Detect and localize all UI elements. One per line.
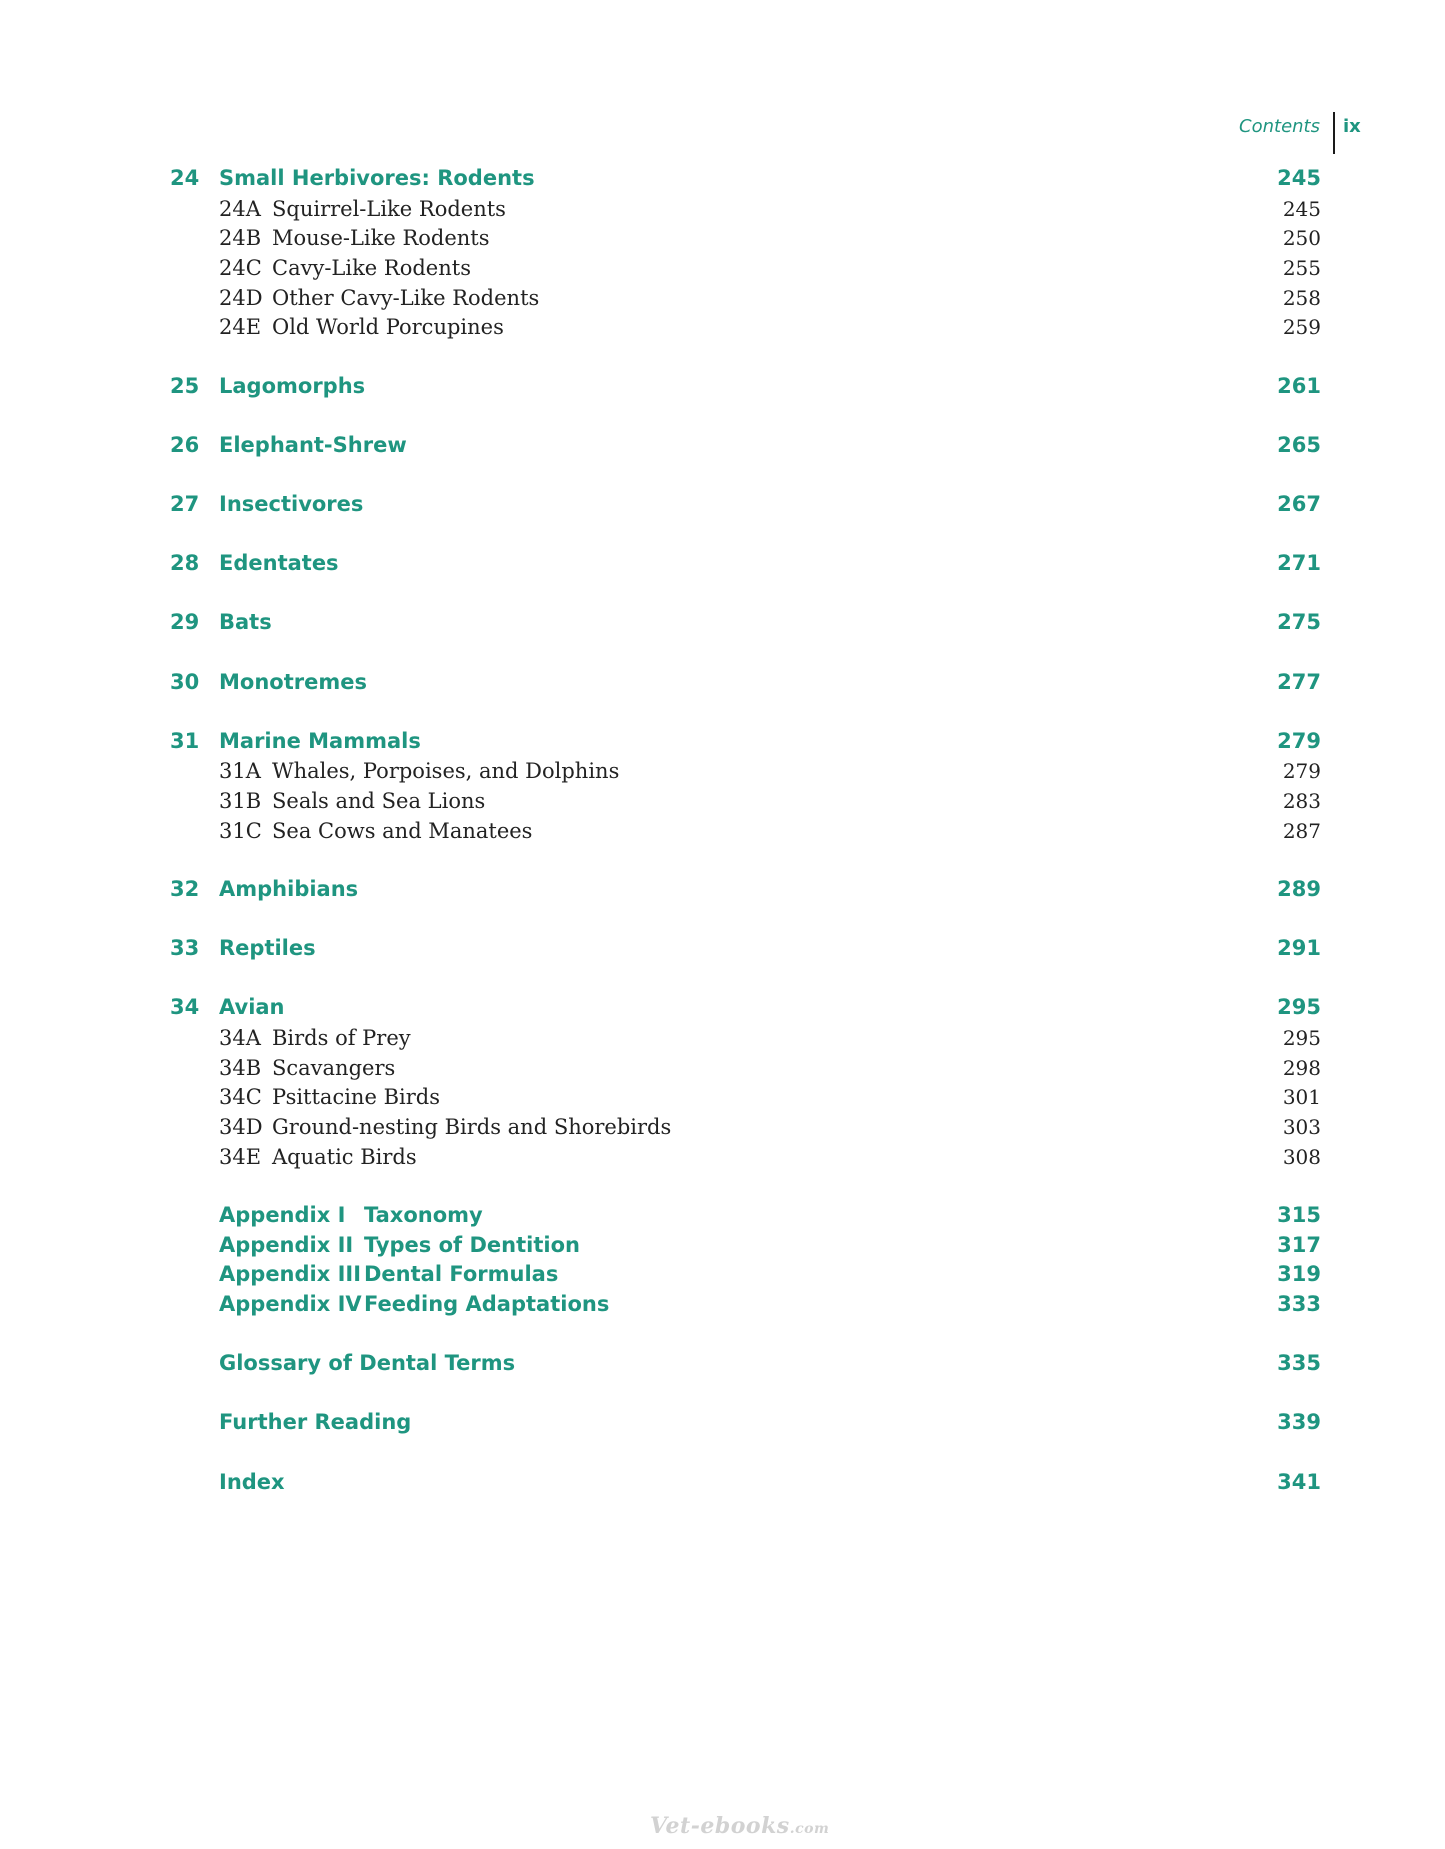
header-divider: [1333, 112, 1335, 154]
chapter-group: [0, 729, 1445, 848]
subsection-number: 31C: [219, 818, 262, 843]
appendix-entry[interactable]: [0, 1233, 1445, 1263]
subsection-page: 255: [1282, 256, 1321, 281]
subsection-page: 283: [1282, 789, 1321, 814]
subsection-number: 24C: [219, 256, 262, 281]
appendix-page: 317: [1277, 1232, 1321, 1257]
appendix-page: 333: [1277, 1292, 1321, 1317]
chapter-entry[interactable]: [0, 492, 1445, 522]
subsection-page: 298: [1282, 1055, 1321, 1080]
chapter-entry[interactable]: [0, 433, 1445, 463]
subsection-number: 24B: [219, 226, 262, 251]
back-matter-page: 339: [1277, 1410, 1321, 1435]
chapter-number: 29: [170, 610, 200, 635]
subsection-page: 301: [1282, 1085, 1321, 1110]
subsection-title: Sea Cows and Manatees: [272, 818, 533, 843]
chapter-page: 277: [1277, 669, 1321, 694]
subsection-entry[interactable]: [0, 788, 1445, 818]
subsection-title: Seals and Sea Lions: [272, 789, 486, 814]
chapter-number: 34: [170, 995, 200, 1020]
chapter-entry[interactable]: [0, 936, 1445, 966]
subsection-title: Old World Porcupines: [272, 315, 504, 340]
chapter-entry[interactable]: [0, 166, 1445, 196]
chapter-entry[interactable]: [0, 877, 1445, 907]
chapter-group: [0, 492, 1445, 522]
appendix-entry[interactable]: [0, 1203, 1445, 1233]
back-matter-title: Index: [219, 1469, 285, 1494]
chapter-title: Bats: [219, 610, 272, 635]
appendix-label: Appendix II: [219, 1232, 354, 1257]
chapter-entry[interactable]: [0, 995, 1445, 1025]
subsection-entry[interactable]: [0, 314, 1445, 344]
subsection-page: 245: [1282, 196, 1321, 221]
chapter-group: [0, 610, 1445, 640]
chapter-entry[interactable]: [0, 670, 1445, 700]
subsection-number: 34E: [219, 1144, 262, 1169]
subsection-entry[interactable]: [0, 285, 1445, 315]
chapter-group: [0, 995, 1445, 1173]
chapter-entry[interactable]: [0, 610, 1445, 640]
subsection-title: Cavy-Like Rodents: [272, 256, 471, 281]
chapter-page: 279: [1277, 728, 1321, 753]
subsection-page: 259: [1282, 315, 1321, 340]
chapter-number: 31: [170, 728, 200, 753]
subsection-entry[interactable]: [0, 1084, 1445, 1114]
chapter-page: 267: [1277, 492, 1321, 516]
chapter-group: [0, 551, 1445, 581]
subsection-entry[interactable]: [0, 1114, 1445, 1144]
chapter-group: [0, 374, 1445, 404]
chapter-title: Small Herbivores: Rodents: [219, 166, 535, 190]
subsection-number: 34B: [219, 1055, 262, 1080]
subsection-number: 24D: [219, 285, 263, 310]
subsection-title: Aquatic Birds: [272, 1144, 417, 1169]
back-matter-entry[interactable]: [0, 1351, 1445, 1381]
table-of-contents: [0, 166, 1445, 1529]
chapter-number: 30: [170, 669, 200, 694]
subsection-title: Squirrel-Like Rodents: [272, 196, 506, 221]
subsection-page: 308: [1282, 1144, 1321, 1169]
chapter-title: Marine Mammals: [219, 728, 421, 753]
chapter-group: [0, 670, 1445, 700]
chapter-title: Avian: [219, 995, 285, 1020]
subsection-number: 24A: [219, 196, 261, 221]
chapter-page: 265: [1277, 432, 1321, 457]
back-matter-entry[interactable]: [0, 1470, 1445, 1500]
subsection-title: Psittacine Birds: [272, 1085, 440, 1110]
appendix-title: Taxonomy: [364, 1203, 483, 1227]
chapter-entry[interactable]: [0, 551, 1445, 581]
watermark-logo: [650, 1813, 829, 1839]
subsection-page: 303: [1282, 1115, 1321, 1140]
back-matter-entry[interactable]: [0, 1410, 1445, 1440]
chapter-entry[interactable]: [0, 374, 1445, 404]
chapter-group: [0, 433, 1445, 463]
subsection-number: 24E: [219, 315, 262, 340]
subsection-title: Whales, Porpoises, and Dolphins: [272, 759, 620, 784]
chapter-number: 32: [170, 877, 200, 901]
subsection-number: 31B: [219, 789, 262, 814]
subsection-entry[interactable]: [0, 1025, 1445, 1055]
watermark-suffix: .com: [789, 1821, 830, 1837]
chapter-entry[interactable]: [0, 729, 1445, 759]
chapter-page: 261: [1277, 373, 1321, 398]
page-number: ix: [1343, 116, 1361, 137]
appendix-title: Feeding Adaptations: [364, 1292, 610, 1317]
chapter-title: Edentates: [219, 551, 339, 576]
chapter-title: Insectivores: [219, 492, 364, 516]
chapter-page: 295: [1277, 995, 1321, 1020]
subsection-entry[interactable]: [0, 758, 1445, 788]
subsection-page: 279: [1282, 759, 1321, 784]
appendix-page: 319: [1277, 1262, 1321, 1287]
subsection-page: 287: [1282, 818, 1321, 843]
chapter-group: [0, 936, 1445, 966]
appendix-group: [0, 1203, 1445, 1322]
subsection-entry[interactable]: [0, 225, 1445, 255]
back-matter-page: 335: [1277, 1351, 1321, 1376]
appendix-label: Appendix IV: [219, 1292, 362, 1317]
subsection-number: 34A: [219, 1026, 261, 1051]
chapter-page: 275: [1277, 610, 1321, 635]
chapter-title: Lagomorphs: [219, 373, 366, 398]
subsection-number: 34C: [219, 1085, 262, 1110]
back-matter-group: [0, 1351, 1445, 1381]
chapter-group: [0, 166, 1445, 344]
chapter-number: 27: [170, 492, 200, 516]
back-matter-page: 341: [1277, 1469, 1321, 1494]
appendix-title: Types of Dentition: [364, 1232, 580, 1257]
subsection-entry[interactable]: [0, 196, 1445, 226]
running-header-title: Contents: [1239, 116, 1320, 137]
subsection-title: Other Cavy-Like Rodents: [272, 285, 540, 310]
chapter-title: Elephant-Shrew: [219, 432, 407, 457]
back-matter-group: [0, 1470, 1445, 1500]
chapter-number: 26: [170, 432, 200, 457]
subsection-title: Scavangers: [272, 1055, 396, 1080]
chapter-page: 289: [1277, 877, 1321, 901]
chapter-group: [0, 877, 1445, 907]
chapter-page: 245: [1277, 166, 1321, 190]
chapter-number: 33: [170, 936, 200, 961]
subsection-entry[interactable]: [0, 255, 1445, 285]
watermark-text: Vet-ebooks: [650, 1813, 790, 1839]
appendix-page: 315: [1277, 1203, 1321, 1227]
chapter-number: 24: [170, 166, 200, 190]
subsection-number: 31A: [219, 759, 261, 784]
subsection-title: Birds of Prey: [272, 1026, 411, 1051]
running-header: [0, 112, 1445, 154]
chapter-title: Amphibians: [219, 877, 359, 901]
subsection-entry[interactable]: [0, 818, 1445, 848]
chapter-title: Reptiles: [219, 936, 316, 961]
subsection-page: 250: [1282, 226, 1321, 251]
appendix-label: Appendix III: [219, 1262, 362, 1287]
subsection-entry[interactable]: [0, 1144, 1445, 1174]
subsection-page: 295: [1282, 1026, 1321, 1051]
chapter-title: Monotremes: [219, 669, 367, 694]
subsection-title: Ground-nesting Birds and Shorebirds: [272, 1115, 672, 1140]
subsection-title: Mouse-Like Rodents: [272, 226, 490, 251]
back-matter-group: [0, 1410, 1445, 1440]
subsection-number: 34D: [219, 1115, 263, 1140]
subsection-entry[interactable]: [0, 1055, 1445, 1085]
back-matter-title: Further Reading: [219, 1410, 412, 1435]
subsection-page: 258: [1282, 285, 1321, 310]
chapter-number: 28: [170, 551, 200, 576]
appendix-title: Dental Formulas: [364, 1262, 559, 1287]
chapter-number: 25: [170, 373, 200, 398]
appendix-entry[interactable]: [0, 1262, 1445, 1292]
back-matter-title: Glossary of Dental Terms: [219, 1351, 516, 1376]
chapter-page: 271: [1277, 551, 1321, 576]
appendix-entry[interactable]: [0, 1292, 1445, 1322]
chapter-page: 291: [1277, 936, 1321, 961]
appendix-label: Appendix I: [219, 1203, 346, 1227]
